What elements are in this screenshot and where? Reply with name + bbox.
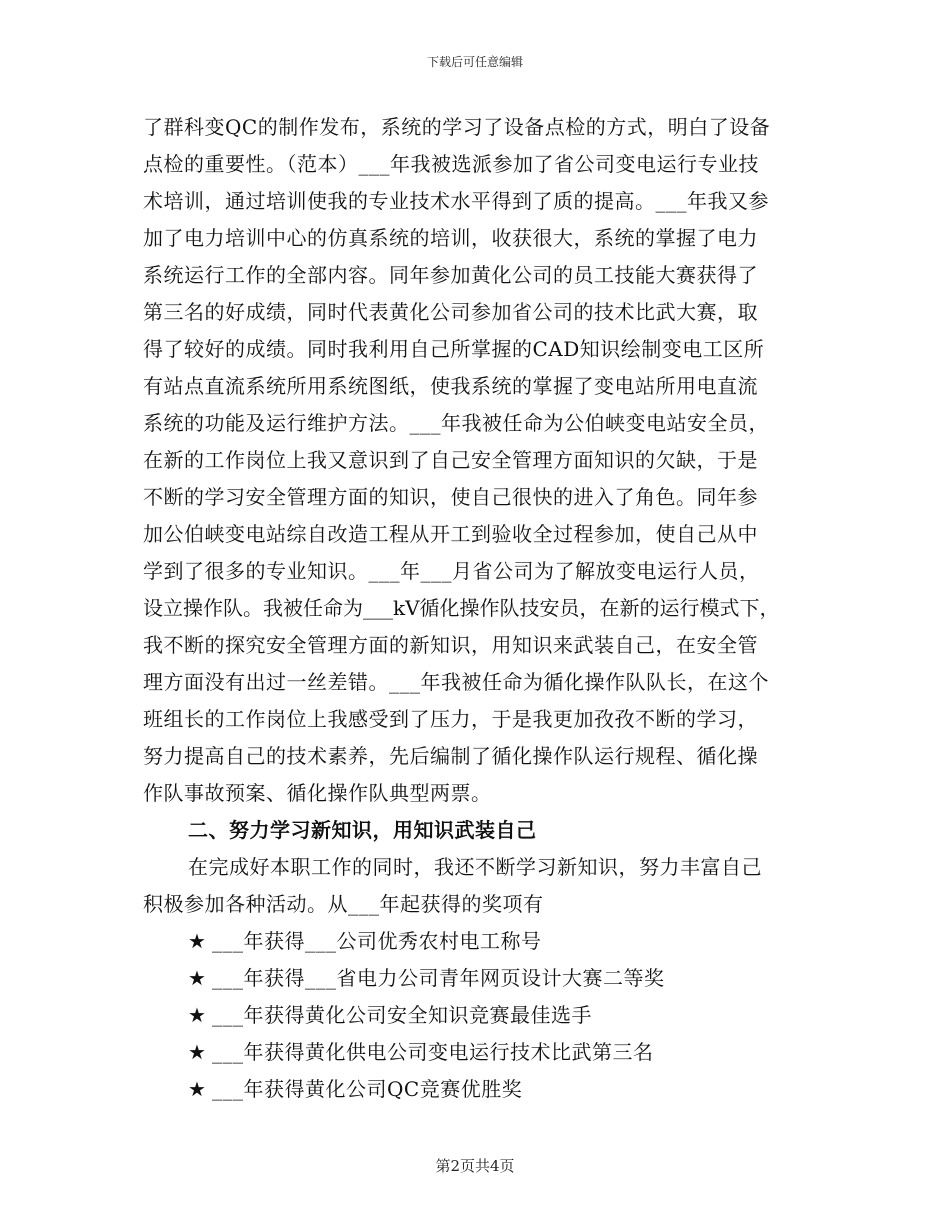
body-line: 作队事故预案、循化操作队典型两票。 [143, 781, 492, 805]
section-heading: 二、努力学习新知识，用知识武装自己 [188, 818, 537, 842]
body-line: 设立操作队。我被任命为___kV循化操作队技安员，在新的运行模式下， [143, 596, 780, 620]
body-line: 学到了很多的专业知识。___年___月省公司为了解放变电运行人员， [143, 559, 760, 583]
body-line: 术培训，通过培训使我的专业技术水平得到了质的提高。___年我又参 [143, 189, 769, 213]
body-line: 第三名的好成绩，同时代表黄化公司参加省公司的技术比武大赛，取 [143, 300, 758, 324]
body-line: 不断的学习安全管理方面的知识，使自己很快的进入了角色。同年参 [143, 485, 758, 509]
award-item [188, 1076, 522, 1102]
award-text: ___年获得黄化公司安全知识竞赛最佳选手 [212, 1003, 592, 1027]
body-line: 在新的工作岗位上我又意识到了自己安全管理方面知识的欠缺，于是 [143, 448, 758, 472]
award-item [188, 1039, 654, 1065]
body-line: 理方面没有出过一丝差错。___年我被任命为循化操作队队长，在这个 [143, 670, 769, 694]
star-bullet-icon: ★ [188, 929, 207, 953]
body-line: 点检的重要性。（范本）___年我被选派参加了省公司变电运行专业技 [143, 152, 759, 176]
body-line: 加公伯峡变电站综自改造工程从开工到验收全过程参加，使自己从中 [143, 522, 758, 546]
star-bullet-icon: ★ [188, 1077, 207, 1101]
body-line: 得了较好的成绩。同时我利用自己所掌握的CAD知识绘制变电工区所 [143, 337, 765, 361]
award-text: ___年获得___省电力公司青年网页设计大赛二等奖 [212, 966, 665, 990]
star-bullet-icon: ★ [188, 1003, 207, 1027]
star-bullet-icon: ★ [188, 966, 207, 990]
body-line: 班组长的工作岗位上我感受到了压力，于是我更加孜孜不断的学习， [143, 707, 758, 731]
page-header: 下载后可任意编辑 [426, 55, 523, 69]
award-text: ___年获得黄化公司QC竞赛优胜奖 [212, 1077, 523, 1101]
award-item [188, 928, 542, 954]
body-line: 我不断的探究安全管理方面的新知识，用知识来武装自己，在安全管 [143, 633, 758, 657]
paragraph-line: 积极参加各种活动。从___年起获得的奖项有 [143, 892, 544, 916]
body-line: 了群科变QC的制作发布，系统的学习了设备点检的方式，明白了设备 [143, 115, 771, 139]
award-item [188, 1002, 592, 1028]
paragraph-line: 在完成好本职工作的同时，我还不断学习新知识，努力丰富自己 [188, 855, 762, 879]
body-line: 努力提高自己的技术素养，先后编制了循化操作队运行规程、循化操 [143, 744, 758, 768]
award-text: ___年获得___公司优秀农村电工称号 [212, 929, 542, 953]
body-line: 系统的功能及运行维护方法。___年我被任命为公伯峡变电站安全员， [143, 411, 769, 435]
body-line: 加了电力培训中心的仿真系统的培训，收获很大，系统的掌握了电力 [143, 226, 758, 250]
award-text: ___年获得黄化供电公司变电运行技术比武第三名 [212, 1040, 654, 1064]
star-bullet-icon: ★ [188, 1040, 207, 1064]
body-line: 系统运行工作的全部内容。同年参加黄化公司的员工技能大赛获得了 [143, 263, 758, 287]
award-item [188, 965, 665, 991]
page-number: 第2页共4页 [435, 1157, 515, 1175]
body-line: 有站点直流系统所用系统图纸，使我系统的掌握了变电站所用电直流 [143, 374, 758, 398]
